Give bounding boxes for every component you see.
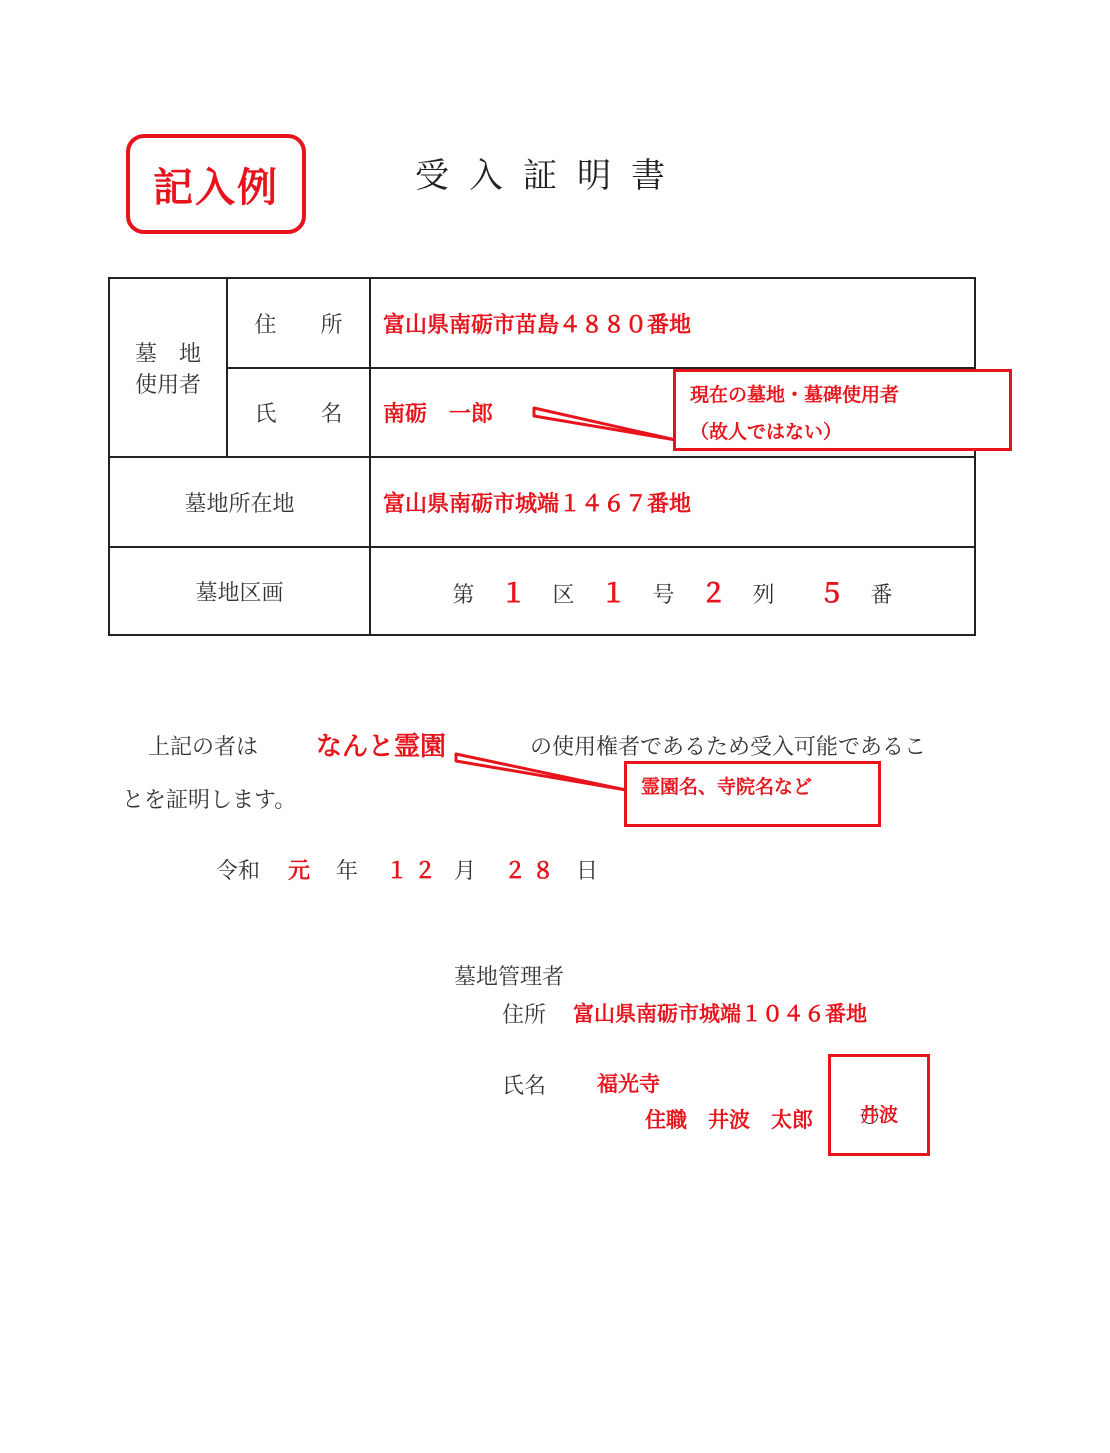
manager-priest-name: 住職 井波 太郎 xyxy=(645,1108,813,1132)
manager-temple-name: 福光寺 xyxy=(597,1072,660,1096)
date-month-value: １２ xyxy=(386,859,443,884)
date-day-value: ２８ xyxy=(504,859,561,884)
cemetery-user-label xyxy=(109,278,227,457)
date-year-value: 元 xyxy=(288,859,311,884)
address-value: 富山県南砺市苗島４８８０番地 xyxy=(370,278,975,368)
plot-go-value: １ xyxy=(600,578,627,609)
plot-ku-unit: 区 xyxy=(552,582,575,608)
document-title: 受入証明書 xyxy=(415,156,685,196)
user-note-line1: 現在の墓地・墓碑使用者 xyxy=(690,384,900,406)
plot-ban-unit: 番 xyxy=(870,582,893,608)
plot-retsu-unit: 列 xyxy=(752,582,775,608)
seal-text: 井波 xyxy=(860,1104,899,1126)
cemetery-user-label-line2: 使用者 xyxy=(134,372,201,398)
manager-address-value: 富山県南砺市城端１０４６番地 xyxy=(573,1002,867,1026)
certificate-table xyxy=(108,277,976,636)
user-note-callout xyxy=(673,369,1012,451)
manager-name-label: 氏名 xyxy=(502,1074,547,1099)
plot-prefix: 第 xyxy=(452,582,475,608)
name-value: 南砺 一郎 xyxy=(370,368,975,457)
statement-part1: 上記の者は xyxy=(148,735,259,760)
date-month-unit: 月 xyxy=(454,859,477,884)
plot-label: 墓地区画 xyxy=(109,547,370,635)
cemetery-note-callout: 霊園名、寺院名など xyxy=(624,761,881,827)
plot-go-unit: 号 xyxy=(652,582,675,608)
location-label: 墓地所在地 xyxy=(109,457,370,547)
example-stamp: 記入例 xyxy=(126,134,306,234)
location-value: 富山県南砺市城端１４６７番地 xyxy=(370,457,975,547)
user-note-line2: （故人ではない） xyxy=(690,421,843,443)
plot-value xyxy=(370,547,975,635)
manager-heading: 墓地管理者 xyxy=(454,965,565,990)
plot-ban-value: ５ xyxy=(818,578,845,609)
statement-part3: とを証明します。 xyxy=(122,788,297,813)
plot-retsu-value: ２ xyxy=(700,578,727,609)
statement-cemetery-name: なんと霊園 xyxy=(316,732,447,762)
cemetery-user-label-line1: 墓 地 xyxy=(134,341,201,367)
address-label: 住 所 xyxy=(227,278,370,368)
statement-part2: の使用権者であるため受入可能であるこ xyxy=(530,735,927,760)
date-year-unit: 年 xyxy=(336,859,359,884)
date-era: 令和 xyxy=(216,859,261,884)
name-label: 氏 名 xyxy=(227,368,370,457)
manager-address-label: 住所 xyxy=(502,1003,547,1028)
plot-ku-value: １ xyxy=(500,578,527,609)
date-day-unit: 日 xyxy=(576,859,599,884)
